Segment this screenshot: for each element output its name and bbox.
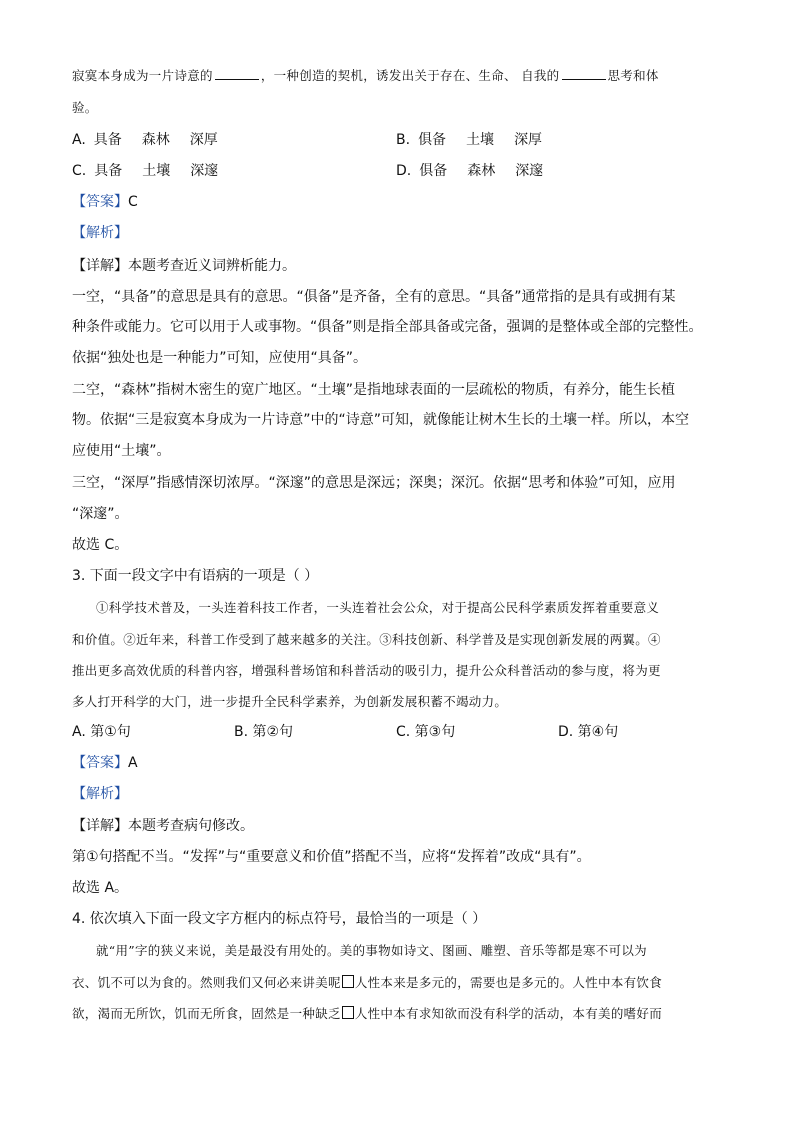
q2-passage-line: 验。 <box>72 100 98 115</box>
q2-analysis-line: 种条件或能力。它可以用于人或事物。“俱备”则是指全部具备或完备，强调的是整体或全部的完整性。 <box>72 319 703 335</box>
q3-passage-line: 多人打开科学的大门，进一步提升全民科学素养，为创新发展积蓄不竭动力。 <box>72 694 508 709</box>
q2-analysis-line: 物。依据“三是寂寞本身成为一片诗意”中的“诗意”可知，就像能让树木生长的土壤一样。所以，本空 <box>72 412 690 428</box>
q2-analysis-line: 一空，“具备”的意思是具有的意思。“俱备”是齐备，全有的意思。“具备”通常指的是具有或拥有某 <box>72 289 676 305</box>
q2-answer: 【答案】C <box>72 194 138 210</box>
q3-option-a: A. 第①句 <box>72 724 131 740</box>
q2-analysis-line: “深邃”。 <box>72 506 129 522</box>
q2-option-b: B. 俱备 土壤 深厚 <box>396 132 543 148</box>
q4-passage-line: 欲，渴而无所饮，饥而无所食，固然是一种缺乏 人性中本有求知欲而没有科学的活动，本有美的嗜好而 <box>72 1006 663 1021</box>
q3-answer: 【答案】A <box>72 755 138 771</box>
q3-analysis-line: 第①句搭配不当。“发挥”与“重要意义和价值”搭配不当，应将“发挥着”改成“具有”。 <box>72 849 591 865</box>
q2-analysis-line: 二空，“森林”指树木密生的宽广地区。“土壤”是指地球表面的一层疏松的物质，有养分，能生长植 <box>72 382 676 398</box>
q4-stem: 4. 依次填入下面一段文字方框内的标点符号，最恰当的一项是（ ） <box>72 911 487 927</box>
q2-analysis-line: 依据“独处也是一种能力”可知，应使用“具备”。 <box>72 350 368 366</box>
q3-passage-line: ①科学技术普及，一头连着科技工作者，一头连着社会公众，对于提高公民科学素质发挥着重要意义 <box>96 600 660 615</box>
q2-analysis-line: 故选 C。 <box>72 537 129 553</box>
punctuation-box <box>342 1006 354 1019</box>
q2-analysis-line: 三空，“深厚”指感情深切浓厚。“深邃”的意思是深远；深奥；深沉。依据“思考和体验”可知，应用 <box>72 475 676 491</box>
fill-blank <box>215 67 259 80</box>
q3-option-b: B. 第②句 <box>234 724 294 740</box>
q3-stem: 3. 下面一段文字中有语病的一项是（ ） <box>72 568 319 584</box>
q4-passage-line: 就“用”字的狭义来说，美是最没有用处的。美的事物如诗文、图画、雕塑、音乐等都是寒不可以为 <box>96 943 647 958</box>
q3-option-d: D. 第④句 <box>558 724 619 740</box>
q3-analysis-tag: 【解析】 <box>72 786 128 802</box>
q2-analysis-line: 应使用“土壤”。 <box>72 443 171 459</box>
q3-passage-line: 和价值。②近年来，科普工作受到了越来越多的关注。③科技创新、科学普及是实现创新发展的两翼。④ <box>72 632 661 647</box>
q4-passage-line: 衣、饥不可以为食的。然则我们又何必来讲美呢 人性本来是多元的，需要也是多元的。人性中本有饮食 <box>72 975 663 990</box>
q2-option-c: C. 具备 土壤 深邃 <box>72 163 219 179</box>
q3-analysis-line: 故选 A。 <box>72 880 129 896</box>
q2-analysis-tag: 【解析】 <box>72 225 128 241</box>
q2-detail: 【详解】本题考查近义词辨析能力。 <box>72 258 296 274</box>
q3-detail: 【详解】本题考查病句修改。 <box>72 818 254 834</box>
q2-option-a: A. 具备 森林 深厚 <box>72 132 218 148</box>
q3-option-c: C. 第③句 <box>396 724 456 740</box>
q2-option-d: D. 俱备 森林 深邃 <box>396 163 544 179</box>
fill-blank <box>562 67 606 80</box>
q2-passage-line: 寂寞本身成为一片诗意的 ，一种创造的契机，诱发出关于存在、生命、 自我的 思考和体 <box>72 68 659 83</box>
punctuation-box <box>342 975 354 988</box>
q3-passage-line: 推出更多高效优质的科普内容，增强科普场馆和科普活动的吸引力，提升公众科普活动的参与度，将为更 <box>72 663 661 678</box>
